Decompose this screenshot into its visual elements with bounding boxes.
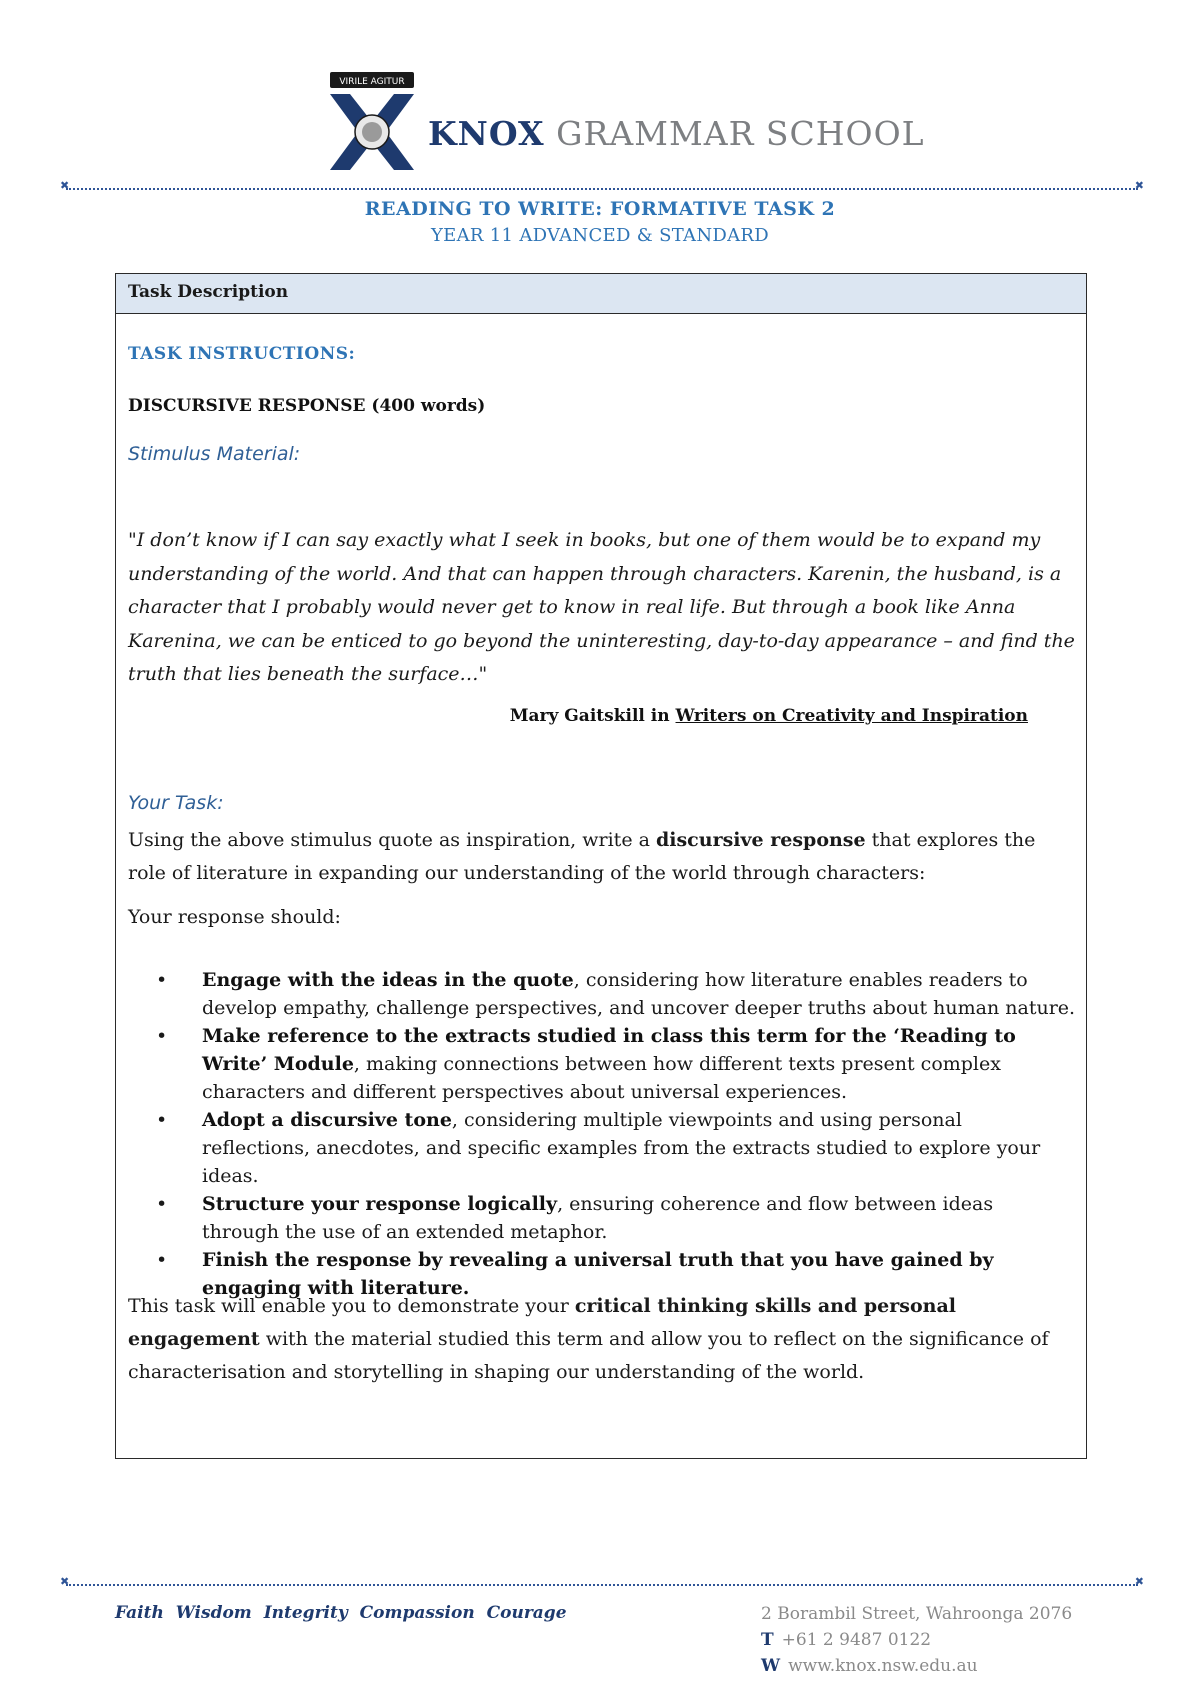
closing-bold: critical thinking skills and personal engagement	[128, 1295, 956, 1350]
response-type: DISCURSIVE RESPONSE (400 words)	[128, 396, 486, 416]
bullet-text: , making connections between how different texts present complex characters and different perspectives about universal experiences.	[202, 1053, 1001, 1103]
school-name-rest: GRAMMAR SCHOOL	[556, 114, 925, 153]
phone-label: T	[761, 1630, 774, 1650]
document-title: READING TO WRITE: FORMATIVE TASK 2	[364, 198, 836, 220]
logo-motto-text: VIRILE AGITUR	[339, 77, 405, 87]
stimulus-label: Stimulus Material:	[128, 443, 301, 465]
phone-line	[761, 1627, 1072, 1653]
attribution-author: Mary Gaitskill in	[509, 706, 670, 726]
bullet-bold: Adopt a discursive tone	[202, 1109, 452, 1131]
phone-number: +61 2 9487 0122	[781, 1630, 932, 1650]
task-para-bold: discursive response	[655, 829, 866, 851]
school-crest-icon	[322, 70, 422, 180]
bullet-text: , considering how literature enables readers to develop empathy, challenge perspectives, and uncover deeper truths about human nature.	[202, 969, 1076, 1019]
bullet-bold: Finish the response by revealing a universal truth that you have gained by engaging with literature.	[202, 1249, 994, 1299]
your-task-label: Your Task:	[128, 792, 224, 814]
attribution-work: Writers on Creativity and Inspiration	[675, 706, 1028, 726]
task-instructions-label: TASK INSTRUCTIONS:	[128, 344, 356, 364]
task-description-box	[115, 273, 1087, 1459]
school-name	[428, 114, 925, 153]
quote-attribution	[510, 706, 1028, 726]
bullet-bold: Structure your response logically	[202, 1193, 558, 1215]
bullet-text: , ensuring coherence and flow between ideas through the use of an extended metaphor.	[202, 1193, 994, 1243]
school-name-bold: KNOX	[428, 114, 545, 153]
bullet-bold: Engage with the ideas in the quote	[202, 969, 574, 991]
school-contact	[761, 1601, 1072, 1679]
response-should-label: Your response should:	[128, 906, 341, 928]
header-divider	[66, 188, 1138, 190]
web-line	[761, 1653, 1072, 1679]
school-logo	[322, 70, 422, 180]
closing-paragraph	[128, 1290, 1078, 1389]
list-item: • Make reference to the extracts studied in class this term for the ‘Reading to Write’ Module, making connections between how different texts present complex characters and different perspectives about universal experiences.	[156, 1025, 1016, 1103]
list-item: • Engage with the ideas in the quote, considering how literature enables readers to develop empathy, challenge perspectives, and uncover deeper truths about human nature.	[156, 969, 1076, 1019]
task-para-before: Using the above stimulus quote as inspiration, write a	[128, 829, 650, 851]
closing-before: This task will enable you to demonstrate your	[128, 1295, 569, 1317]
document-subtitle: YEAR 11 ADVANCED & STANDARD	[431, 225, 769, 246]
address: 2 Borambil Street, Wahroonga 2076	[761, 1604, 1073, 1624]
footer-divider	[66, 1584, 1138, 1586]
closing-after: with the material studied this term and allow you to reflect on the significance of characterisation and storytelling in shaping our understanding of the world.	[128, 1328, 1049, 1383]
requirements-list	[116, 966, 1076, 1302]
task-heading: Task Description	[116, 274, 1086, 314]
stimulus-quote: "I don’t know if I can say exactly what I seek in books, but one of them would be to expand my understanding of the world. And that can happen through characters. Karenin, the husband, is a character that I probably would never get to know in real life. But through a book like Anna Karenina, we can be enticed to go beyond the uninteresting, day-to-day appearance – and find the truth that lies beneath the surface…"	[128, 529, 1075, 685]
web-label: W	[761, 1656, 781, 1676]
list-item: • Adopt a discursive tone, considering multiple viewpoints and using personal reflections, anecdotes, and specific examples from the extracts studied to explore your ideas.	[156, 1109, 1041, 1187]
list-item: • Finish the response by revealing a universal truth that you have gained by engaging with literature.	[156, 1249, 994, 1299]
task-para-after: that explores the role of literature in expanding our understanding of the world through characters:	[128, 829, 1036, 884]
school-values-motto: Faith Wisdom Integrity Compassion Courage	[115, 1603, 567, 1623]
bullet-bold: Make reference to the extracts studied in class this term for the ‘Reading to Write’ Module	[202, 1025, 1016, 1075]
task-paragraph	[128, 824, 1078, 890]
website-link[interactable]: www.knox.nsw.edu.au	[788, 1656, 978, 1676]
list-item: • Structure your response logically, ensuring coherence and flow between ideas through the use of an extended metaphor.	[156, 1193, 994, 1243]
bullet-text: , considering multiple viewpoints and using personal reflections, anecdotes, and specific examples from the extracts studied to explore your ideas.	[202, 1109, 1041, 1187]
